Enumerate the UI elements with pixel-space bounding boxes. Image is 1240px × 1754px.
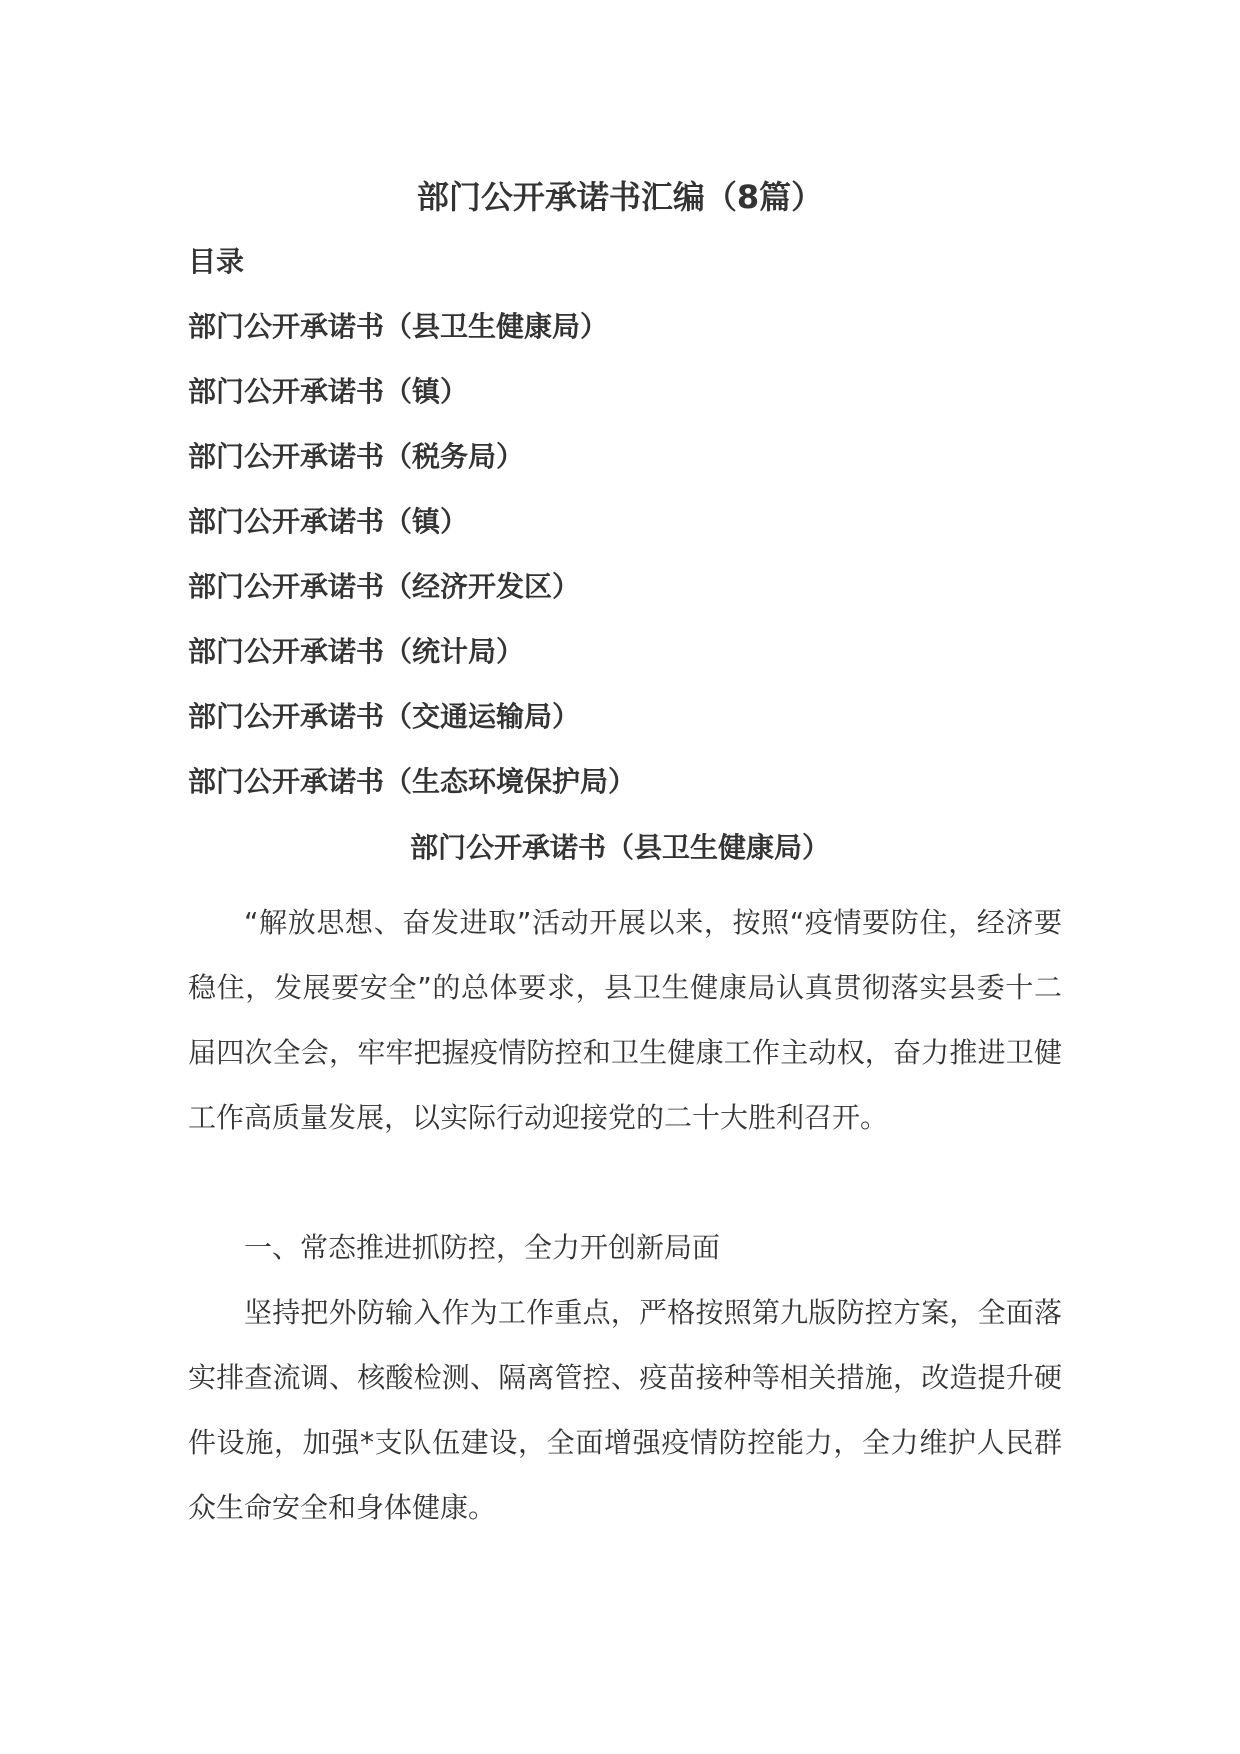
section-title: 部门公开承诺书（县卫生健康局） <box>409 831 830 864</box>
document-title: 部门公开承诺书汇编（8篇） <box>416 178 824 216</box>
body-paragraph: 坚持把外防输入作为工作重点，严格按照第九版防控方案，全面落实排查流调、核酸检测、隔离管控、疫苗接种等相关措施，改造提升硬件设施，加强*支队伍建设，全面增强疫情防控能力，全力维护人民群众生命安全和身体健康。 <box>188 1296 1062 1524</box>
toc-item[interactable]: 部门公开承诺书（镇） <box>188 375 469 408</box>
toc-item[interactable]: 部门公开承诺书（交通运输局） <box>188 700 581 733</box>
toc-item[interactable]: 部门公开承诺书（统计局） <box>188 635 525 668</box>
toc-item[interactable]: 部门公开承诺书（税务局） <box>188 440 525 473</box>
toc-item[interactable]: 部门公开承诺书（县卫生健康局） <box>188 310 609 343</box>
body-paragraph: “解放思想、奋发进取”活动开展以来，按照“疫情要防住，经济要稳住，发展要安全”的总体要求，县卫生健康局认真贯彻落实县委十二届四次全会，牢牢把握疫情防控和卫生健康工作主动权，奋力推进卫健工作高质量发展，以实际行动迎接党的二十大胜利召开。 <box>188 906 1062 1134</box>
toc-heading: 目录 <box>188 245 245 278</box>
toc-item[interactable]: 部门公开承诺书（经济开发区） <box>188 570 581 603</box>
toc-item[interactable]: 部门公开承诺书（生态环境保护局） <box>188 765 637 798</box>
subsection-heading: 一、常态推进抓防控，全力开创新局面 <box>244 1231 721 1264</box>
table-of-contents <box>188 307 636 827</box>
toc-item[interactable]: 部门公开承诺书（镇） <box>188 505 469 538</box>
